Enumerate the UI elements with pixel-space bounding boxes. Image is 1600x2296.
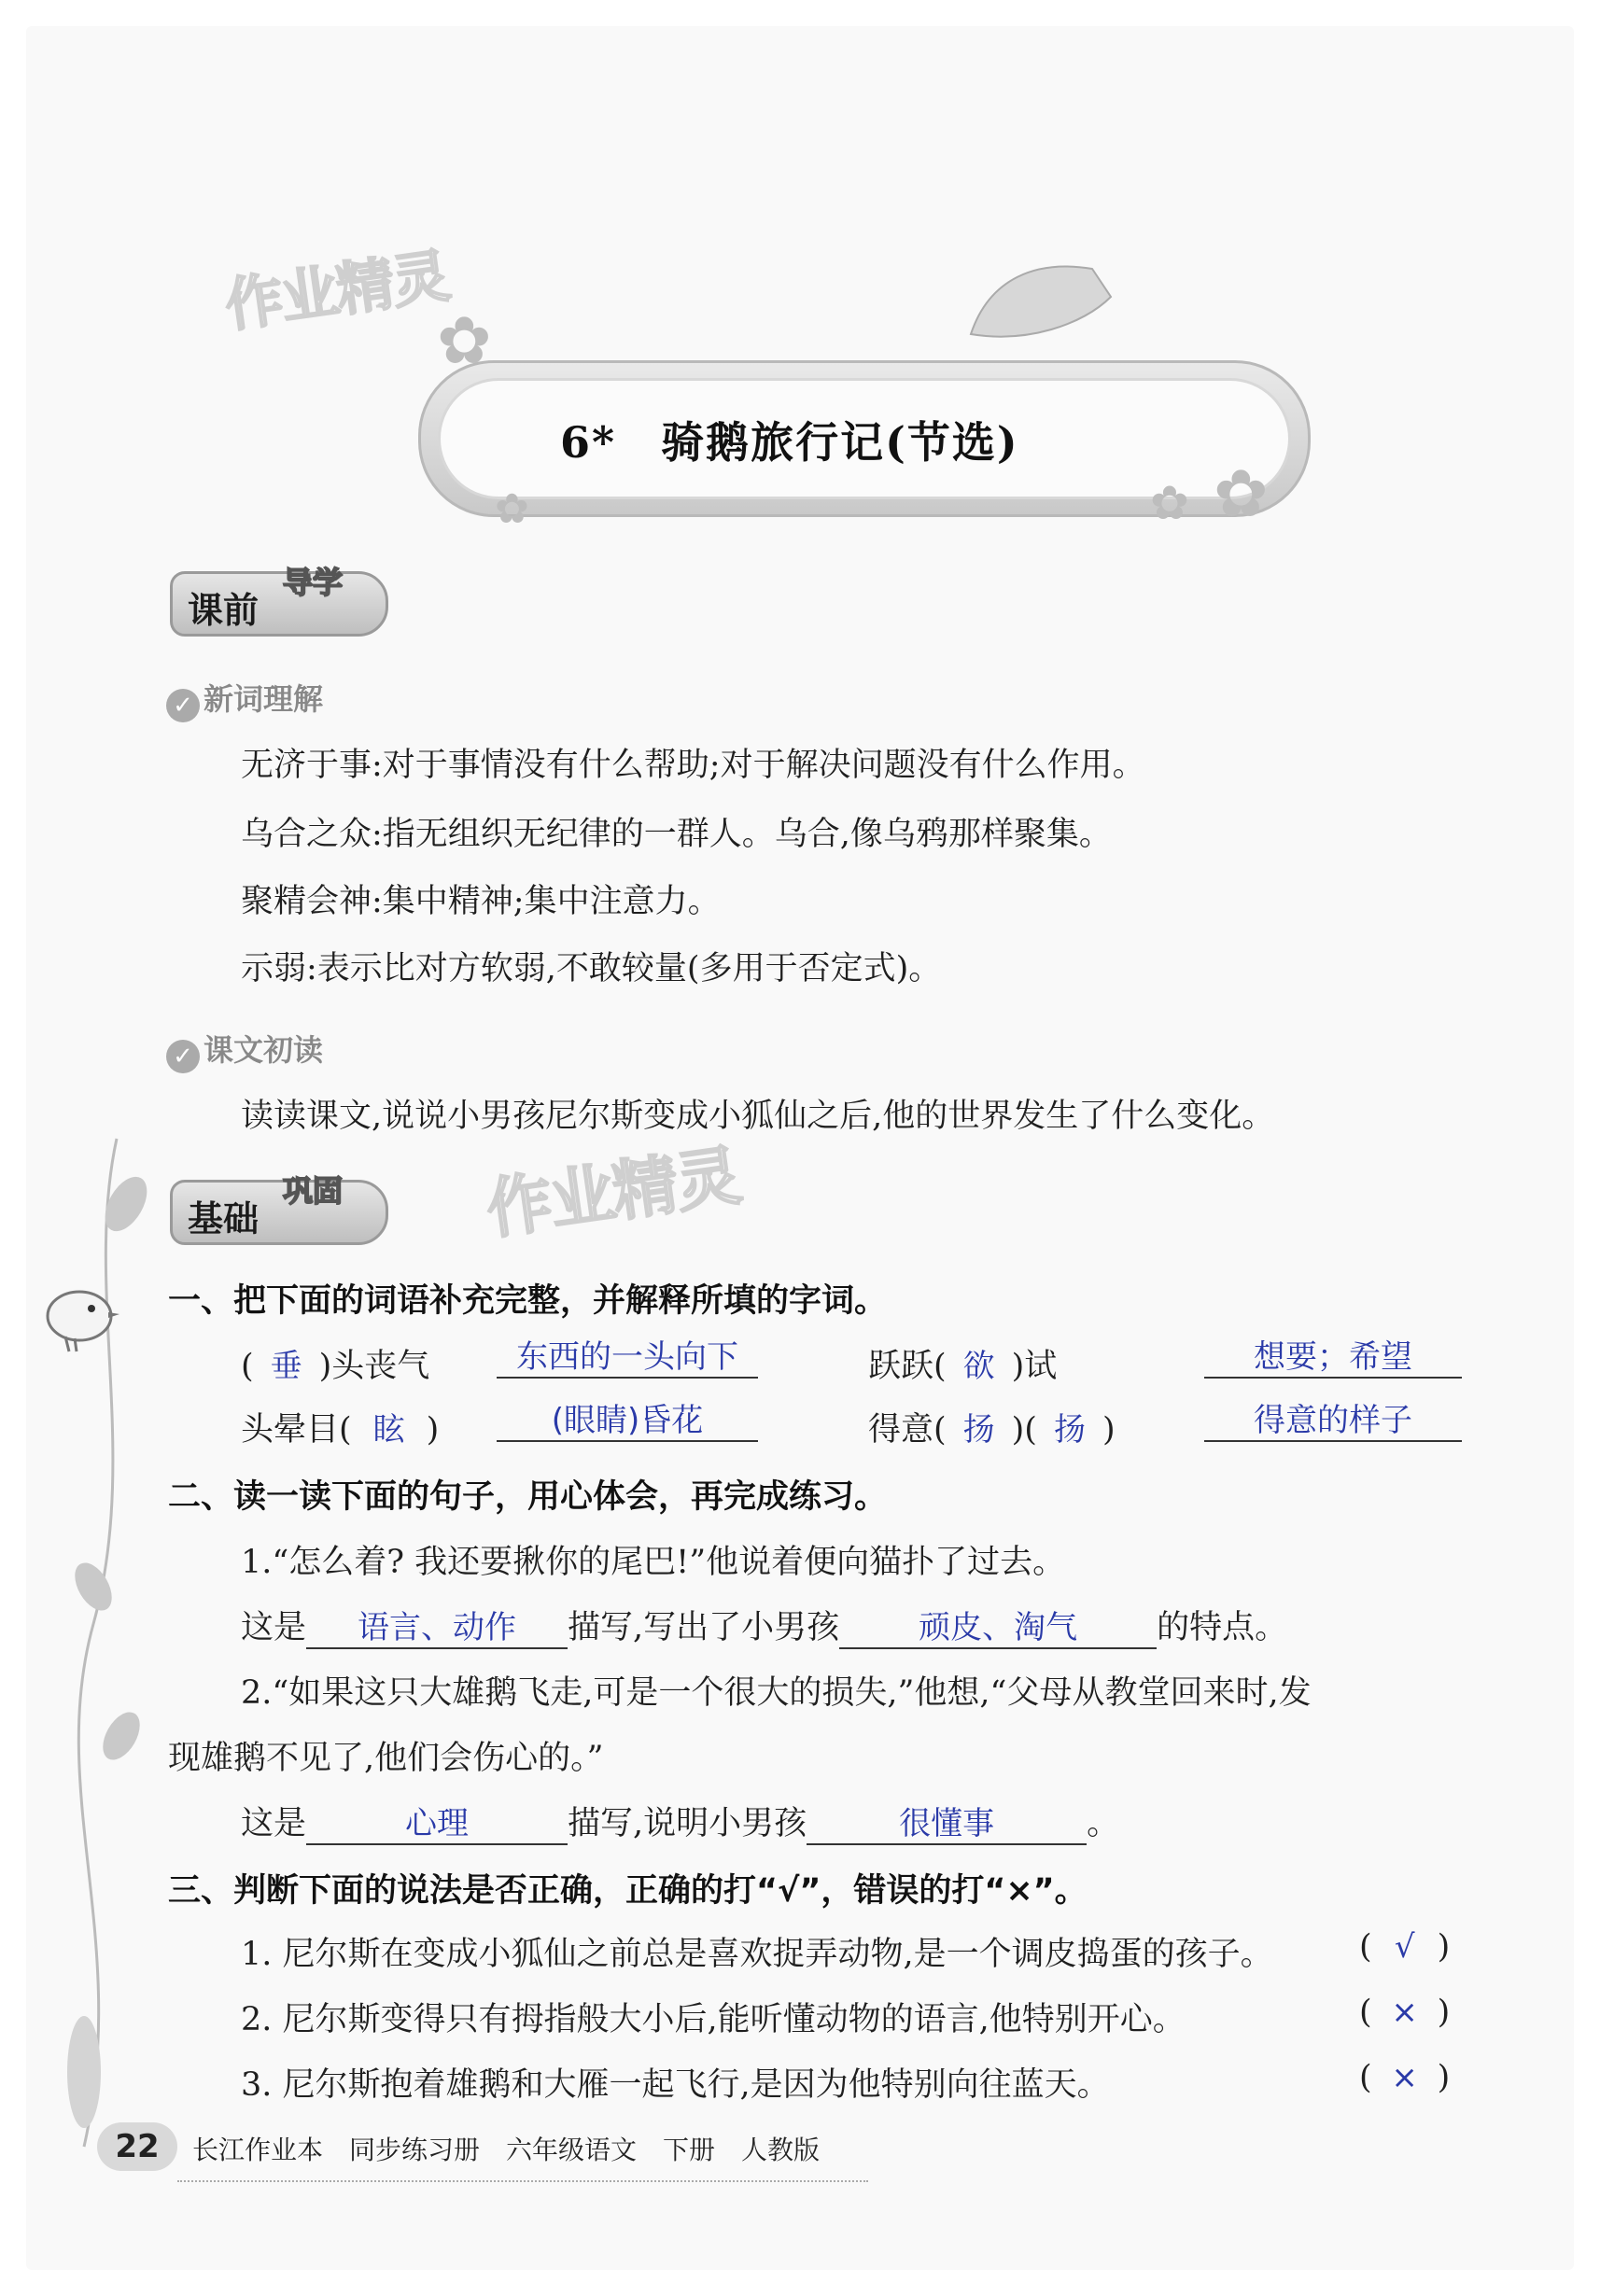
- goose-icon: [952, 241, 1120, 353]
- q3-statement: 1. 尼尔斯在变成小狐仙之前总是喜欢捉弄动物,是一个调皮捣蛋的孩子。: [241, 1936, 1273, 1973]
- q2-answer: 顽皮、淘气: [839, 1602, 1157, 1649]
- footer-book-info: 长江作业本 同步练习册 六年级语文 下册 人教版: [192, 2135, 821, 2165]
- q1-meaning-3: (眼睛)昏花: [497, 1394, 758, 1442]
- section-tag-preview-sub: 导学: [283, 565, 344, 600]
- q3-judgement-box: ( √ ): [1359, 1928, 1451, 1966]
- flower-icon: ✿: [495, 485, 529, 533]
- q1-answer: 欲: [962, 1348, 995, 1385]
- bird-icon: [37, 1271, 121, 1355]
- q3-mark: ×: [1391, 1994, 1418, 2031]
- vocab-item: 示弱:表示比对方软弱,不敢较量(多用于否定式)。: [241, 950, 942, 987]
- flower-icon: ✿: [437, 302, 492, 379]
- flower-icon: ✿: [1150, 476, 1189, 530]
- q1-item-yueyueyushi: 跃跃( 欲 )试: [868, 1340, 1057, 1387]
- q1-meaning-4: 得意的样子: [1204, 1394, 1462, 1442]
- watermark-middle: 作业精灵: [482, 1137, 745, 1249]
- q2-sentence-1: 1.“怎么着? 我还要揪你的尾巴!”他说着便向猫扑了过去。: [241, 1544, 1066, 1581]
- q2-answer-line-1: 这是 语言、动作 描写,写出了小男孩 顽皮、淘气 的特点。: [241, 1602, 1287, 1649]
- vocab-item: 聚精会神:集中精神;集中注意力。: [241, 883, 721, 920]
- q3-judgement-box: ( × ): [1359, 1994, 1451, 2031]
- flower-icon: ✿: [1214, 455, 1269, 532]
- vocab-heading: ✓ 新词理解: [166, 676, 323, 722]
- q1-answer: 扬: [962, 1411, 995, 1449]
- section-tag-basic: [170, 1173, 388, 1245]
- q2-answer: 很懂事: [807, 1798, 1087, 1845]
- q2-answer: 心理: [306, 1798, 568, 1845]
- page-number: 22: [97, 2122, 177, 2171]
- q1-answer: 扬: [1053, 1411, 1086, 1449]
- leaf-icon: ✓: [166, 1040, 200, 1073]
- q1-item-touyunmuxuan: 头晕目( 眩 ): [241, 1404, 439, 1450]
- q1-meaning-2: 想要；希望: [1204, 1331, 1462, 1379]
- reading-heading: ✓ 课文初读: [166, 1027, 323, 1073]
- q2-sentence-2-line-1: 2.“如果这只大雄鹅飞走,可是一个很大的损失,”他想,“父母从教堂回来时,发: [241, 1674, 1312, 1712]
- q2-sentence-2-line-2: 现雄鹅不见了,他们会伤心的。”: [168, 1740, 604, 1777]
- lesson-title: 6* 骑鹅旅行记(节选): [560, 417, 1019, 468]
- footer-rule: [177, 2180, 868, 2182]
- watermark-top: 作业精灵: [220, 241, 453, 341]
- q3-mark: √: [1394, 1928, 1415, 1966]
- q1-item-chuitousangqi: ( 垂 )头丧气: [241, 1340, 429, 1387]
- q3-statement: 3. 尼尔斯抱着雄鹅和大雁一起飞行,是因为他特别向往蓝天。: [241, 2066, 1110, 2104]
- vine-decoration: [28, 1101, 159, 2203]
- vocab-item: 无济于事:对于事情没有什么帮助;对于解决问题没有什么作用。: [241, 747, 1145, 784]
- section-tag-basic-sub: 巩固: [283, 1173, 344, 1209]
- q3-mark: ×: [1391, 2059, 1418, 2096]
- q2-answer-line-2: 这是 心理 描写,说明小男孩 很懂事 。: [241, 1798, 1119, 1845]
- q3-judgement-box: ( × ): [1359, 2059, 1451, 2096]
- q1-meaning-1: 东西的一头向下: [497, 1331, 758, 1379]
- reading-prompt: 读读课文,说说小男孩尼尔斯变成小狐仙之后,他的世界发生了什么变化。: [241, 1098, 1275, 1135]
- section-tag-basic-main: 基础: [188, 1198, 260, 1239]
- leaf-icon: ✓: [166, 689, 200, 722]
- q3-statement: 2. 尼尔斯变得只有拇指般大小后,能听懂动物的语言,他特别开心。: [241, 2001, 1186, 2038]
- q1-answer: 眩: [372, 1411, 405, 1449]
- vocab-item: 乌合之众:指无组织无纪律的一群人。乌合,像乌鸦那样聚集。: [241, 816, 1112, 853]
- q1-item-deyiyangyang: 得意( 扬 )( 扬 ): [868, 1404, 1116, 1450]
- section-tag-preview-main: 课前: [188, 590, 260, 631]
- section-tag-preview: [170, 565, 388, 637]
- question-3-heading: 三、判断下面的说法是否正确，正确的打“√”，错误的打“×”。: [168, 1872, 1088, 1910]
- q2-answer: 语言、动作: [306, 1602, 568, 1649]
- q1-answer: 垂: [270, 1348, 302, 1385]
- question-2-heading: 二、读一读下面的句子，用心体会，再完成练习。: [168, 1478, 888, 1516]
- question-1-heading: 一、把下面的词语补充完整，并解释所填的字词。: [168, 1282, 888, 1320]
